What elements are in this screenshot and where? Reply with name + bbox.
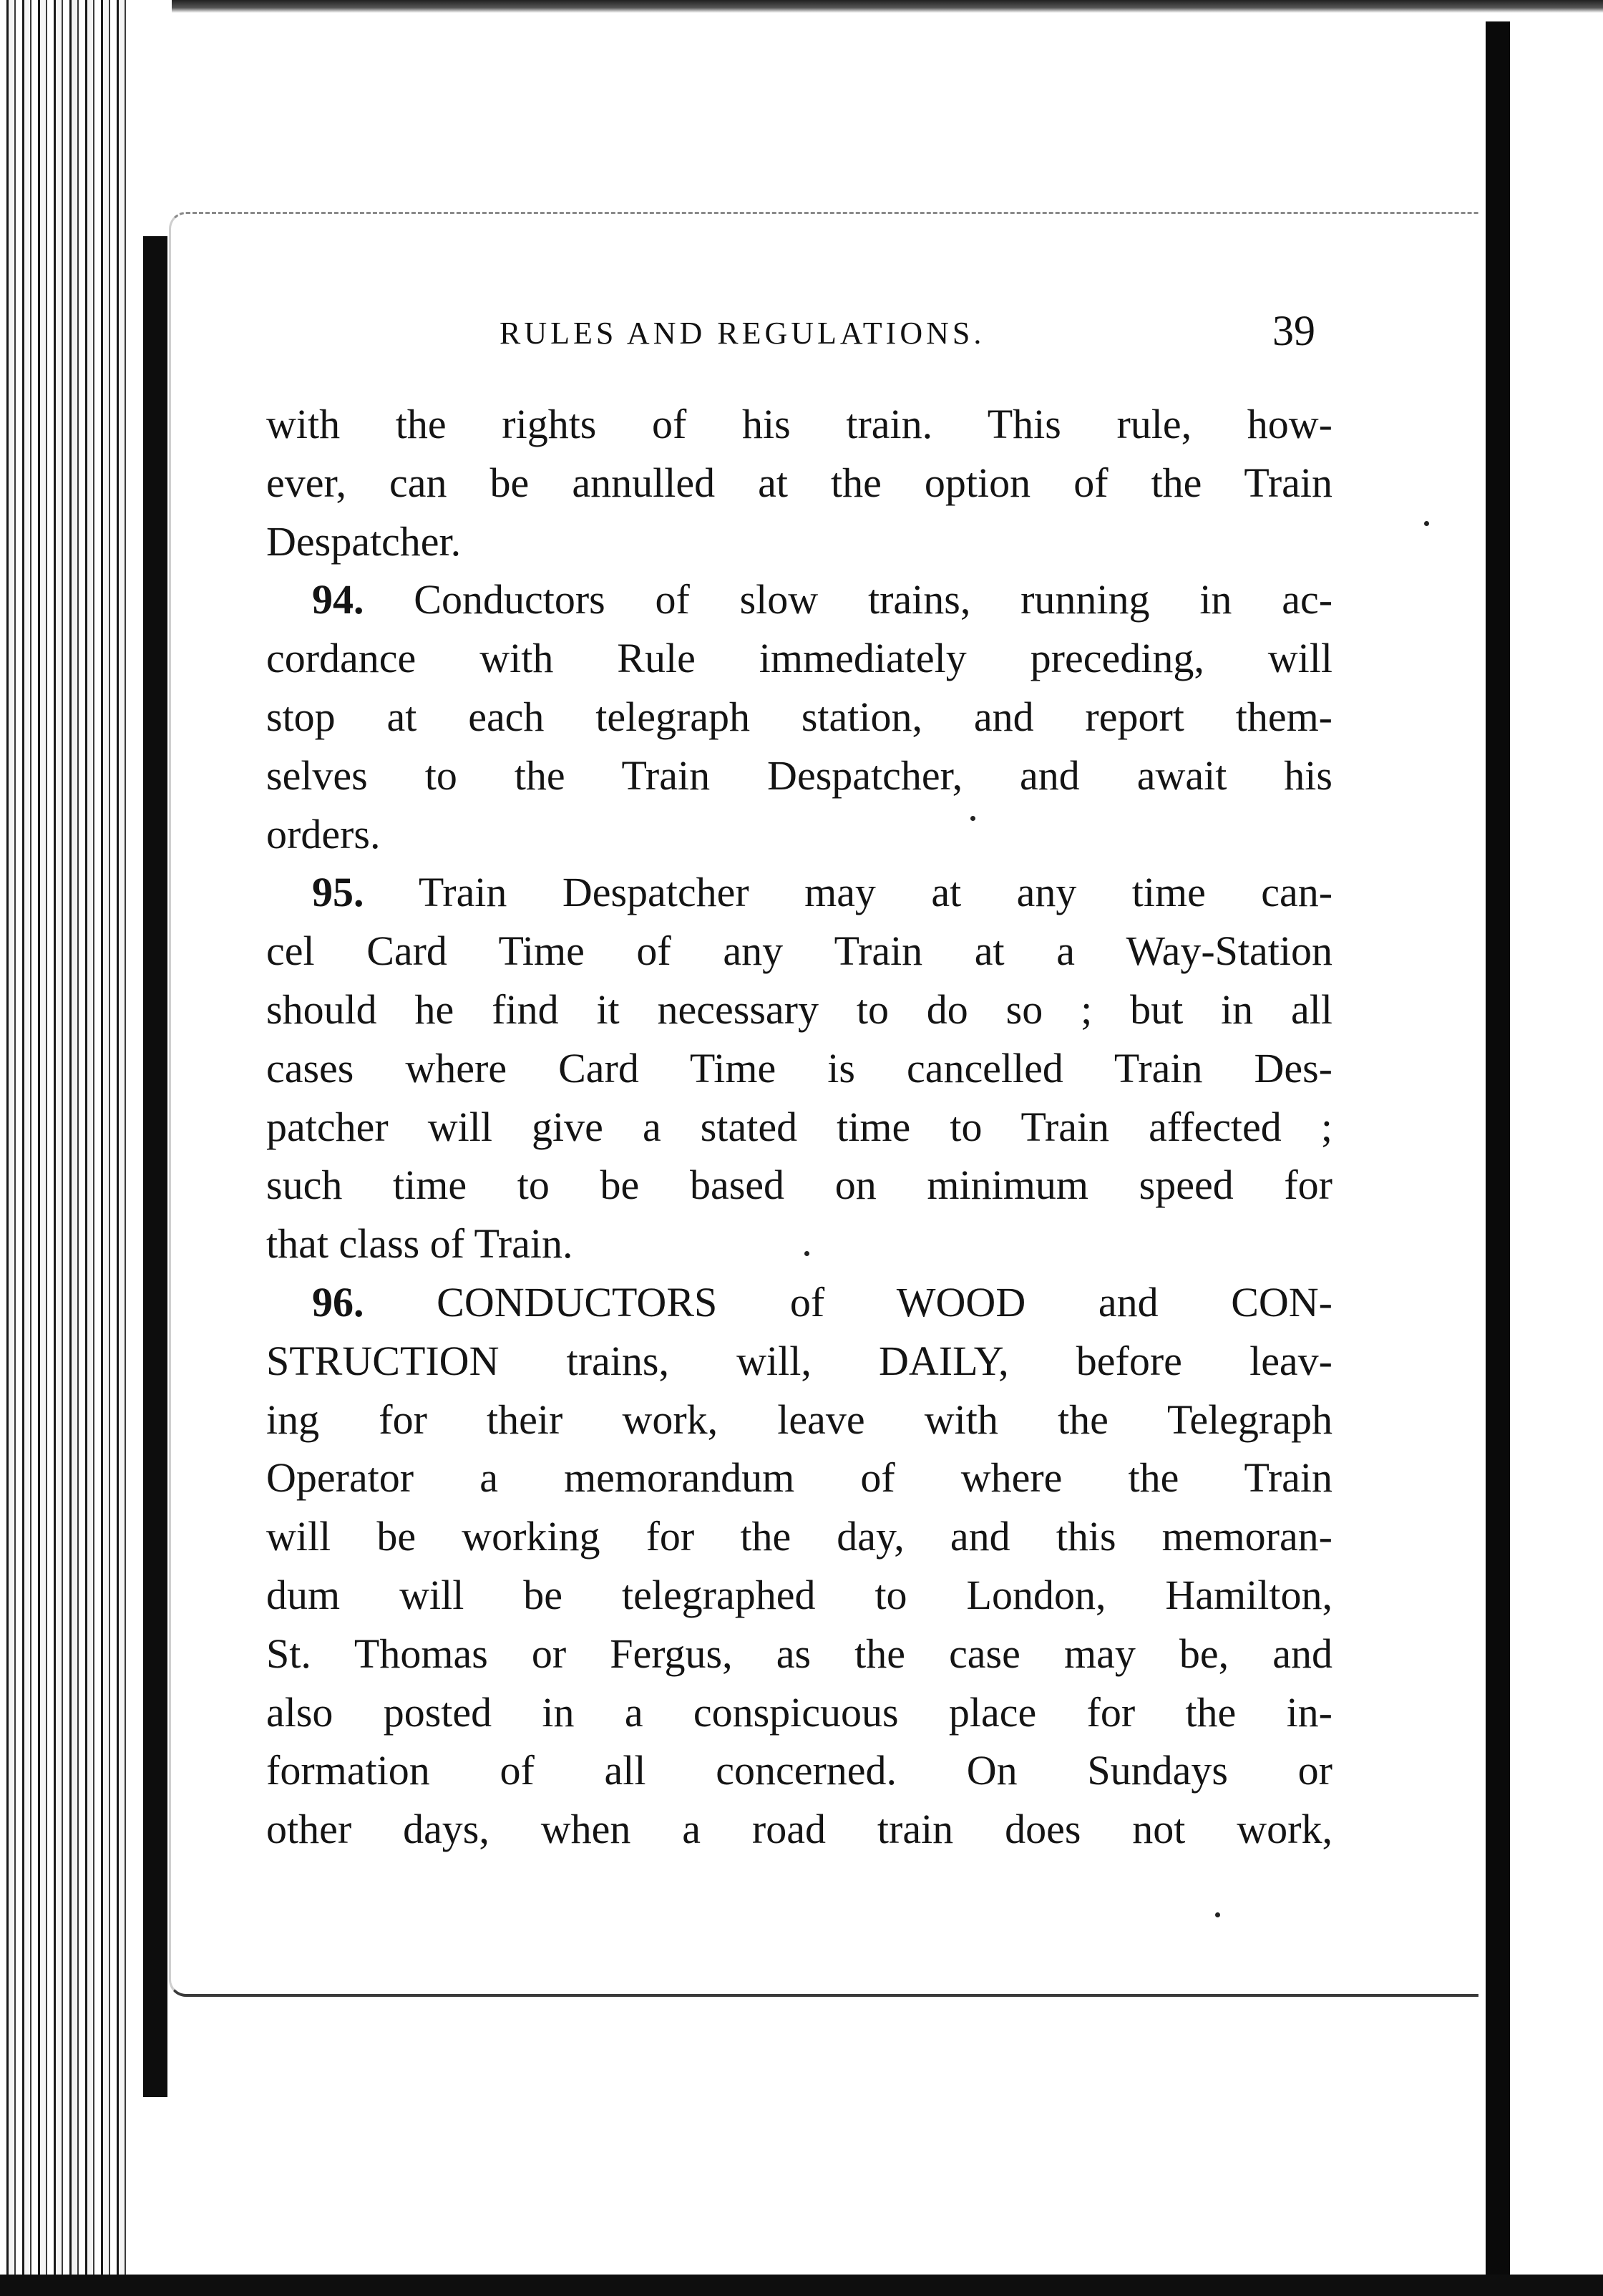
text-line: Despatcher. [266,517,462,565]
print-speck [970,816,975,821]
text-line: ever, can be annulled at the option of the Train [266,459,1332,506]
rule-95-first-line [266,863,1332,922]
text-line: that class of Train. [266,1220,573,1268]
text-line: also posted in a conspicuous place for the in- [266,1688,1332,1736]
page-gutter [1486,21,1510,2276]
text-segment: CONDUCTORS of WOOD and CON- [437,1278,1332,1325]
text-segment: Conductors of slow trains, running in ac- [414,576,1333,623]
text-line: other days, when a road train does not work, [266,1806,1332,1853]
body-text [266,395,1332,1859]
print-speck [1424,521,1429,526]
rule-94-first-line [266,570,1332,629]
rule-number: 94. [312,576,364,623]
text-line: ing for their work, leave with the Telegraph [266,1396,1332,1443]
facing-page [1510,21,1603,2276]
rule-96-first-line [266,1273,1332,1332]
text-line: Operator a memorandum of where the Train [266,1454,1332,1502]
running-title: RULES AND REGULATIONS. [500,316,985,351]
rule-number: 96. [312,1278,364,1325]
text-line: stop at each telegraph station, and report them- [266,693,1332,740]
scan-bottom-edge [0,2275,1603,2296]
text-line: cases where Card Time is cancelled Train Des- [266,1044,1332,1091]
page-number: 39 [1272,307,1315,354]
text-line: such time to be based on minimum speed for [266,1162,1332,1209]
book-spine-shadow [143,236,167,2097]
text-line: orders. [266,810,381,857]
print-speck [804,1251,809,1256]
text-line: dum will be telegraphed to London, Hamilton, [266,1571,1332,1618]
text-line: formation of all concerned. On Sundays or [266,1747,1332,1794]
text-segment: Train Despatcher may at any time can- [418,869,1333,916]
text-line: cel Card Time of any Train at a Way-Station [266,928,1332,975]
scan-top-edge [0,0,1603,13]
text-line: STRUCTION trains, will, DAILY, before leav- [266,1337,1332,1384]
text-line: St. Thomas or Fergus, as the case may be, and [266,1630,1332,1677]
text-line: with the rights of his train. This rule, how- [266,401,1332,447]
text-line: selves to the Train Despatcher, and await his [266,751,1332,799]
rule-number: 95. [312,869,364,916]
text-line: will be working for the day, and this memoran- [266,1513,1332,1560]
text-line: should he find it necessary to do so ; but in all [266,986,1332,1033]
print-speck [1215,1912,1220,1917]
text-line: patcher will give a stated time to Train affected ; [266,1103,1332,1150]
text-line: cordance with Rule immediately preceding, will [266,635,1332,682]
running-head [272,307,1345,361]
